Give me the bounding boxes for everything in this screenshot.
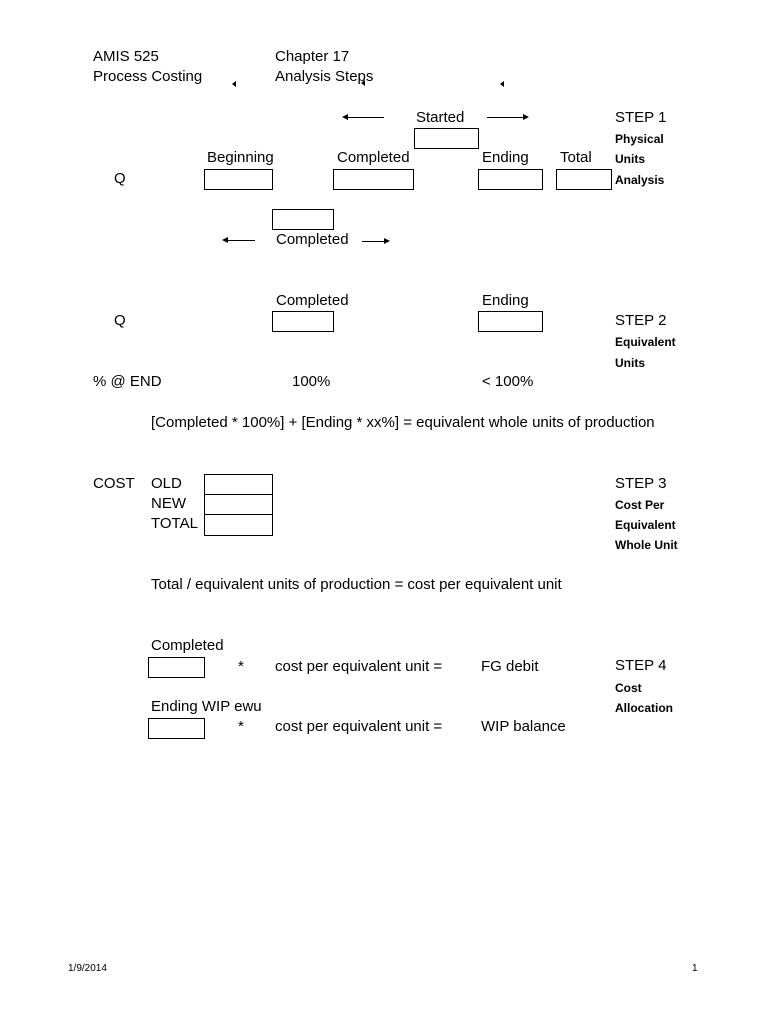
fg-debit-label: FG debit	[481, 658, 539, 675]
arrow-right-icon	[384, 238, 390, 244]
step4-completed-label: Completed	[151, 637, 224, 654]
step4-desc-line1: Cost	[615, 681, 642, 695]
step4-title: STEP 4	[615, 657, 667, 674]
total-label: Total	[560, 149, 592, 166]
old-label: OLD	[151, 475, 182, 492]
arrow-line	[487, 117, 523, 118]
course-code: AMIS 525	[93, 48, 159, 65]
step2-q-label: Q	[114, 312, 126, 329]
beginning-label: Beginning	[207, 149, 274, 166]
multiply-star: *	[238, 718, 244, 735]
arrow-line	[362, 241, 384, 242]
cost-label: COST	[93, 475, 135, 492]
step4-completed-input-box[interactable]	[148, 657, 205, 678]
step3-desc-line1: Cost Per	[615, 498, 665, 512]
stray-arrowhead-icon	[500, 81, 504, 87]
cost-per-unit-formula: Total / equivalent units of production = cost per equivalent unit	[151, 576, 562, 593]
equivalent-units-formula: [Completed * 100%] + [Ending * xx%] = equivalent whole units of production	[151, 414, 655, 431]
total-cost-input-box[interactable]	[204, 514, 273, 536]
step2-ending-input-box[interactable]	[478, 311, 543, 332]
wip-balance-label: WIP balance	[481, 718, 566, 735]
completed-lower-label: Completed	[276, 231, 349, 248]
cost-per-unit-text: cost per equivalent unit =	[275, 658, 443, 675]
arrow-line	[228, 240, 255, 241]
completed-lower-input-box[interactable]	[272, 209, 334, 230]
pct-at-end-label: % @ END	[93, 373, 162, 390]
pct-ending-value: < 100%	[482, 373, 534, 390]
ending-label: Ending	[482, 149, 529, 166]
cost-per-unit-text: cost per equivalent unit =	[275, 718, 443, 735]
step1-desc-line3: Analysis	[615, 173, 665, 187]
q-label: Q	[114, 170, 126, 187]
step2-title: STEP 2	[615, 312, 667, 329]
ending-wip-input-box[interactable]	[148, 718, 205, 739]
stray-arrowhead-icon	[361, 80, 365, 86]
step3-desc-line3: Whole Unit	[615, 538, 678, 552]
page-number: 1	[692, 963, 698, 974]
step4-desc-line2: Allocation	[615, 701, 674, 715]
step2-completed-label: Completed	[276, 292, 349, 309]
course-topic: Process Costing	[93, 68, 203, 85]
arrow-line	[348, 117, 384, 118]
started-input-box[interactable]	[414, 128, 479, 149]
completed-input-box[interactable]	[333, 169, 414, 190]
old-cost-input-box[interactable]	[204, 474, 273, 495]
chapter-title: Chapter 17	[275, 48, 350, 65]
step2-ending-label: Ending	[482, 292, 529, 309]
footer-date: 1/9/2014	[68, 963, 107, 974]
stray-arrowhead-icon	[232, 81, 236, 87]
step2-completed-input-box[interactable]	[272, 311, 334, 332]
step1-desc-line2: Units	[615, 152, 645, 166]
step2-desc-line2: Units	[615, 356, 645, 370]
multiply-star: *	[238, 658, 244, 675]
new-label: NEW	[151, 495, 186, 512]
pct-completed-value: 100%	[292, 373, 331, 390]
ending-wip-ewu-label: Ending WIP ewu	[151, 698, 262, 715]
chapter-subtitle: Analysis Steps	[275, 68, 374, 85]
total-input-box[interactable]	[556, 169, 612, 190]
step3-desc-line2: Equivalent	[615, 518, 676, 532]
arrow-right-icon	[523, 114, 529, 120]
step2-desc-line1: Equivalent	[615, 335, 676, 349]
ending-input-box[interactable]	[478, 169, 543, 190]
step3-title: STEP 3	[615, 475, 667, 492]
total-cost-label: TOTAL	[151, 515, 198, 532]
started-label: Started	[416, 109, 465, 126]
step1-title: STEP 1	[615, 109, 667, 126]
new-cost-input-box[interactable]	[204, 494, 273, 515]
beginning-input-box[interactable]	[204, 169, 273, 190]
step1-desc-line1: Physical	[615, 132, 664, 146]
arrow-left-icon	[342, 114, 348, 120]
arrow-left-icon	[222, 237, 228, 243]
completed-label: Completed	[337, 149, 410, 166]
